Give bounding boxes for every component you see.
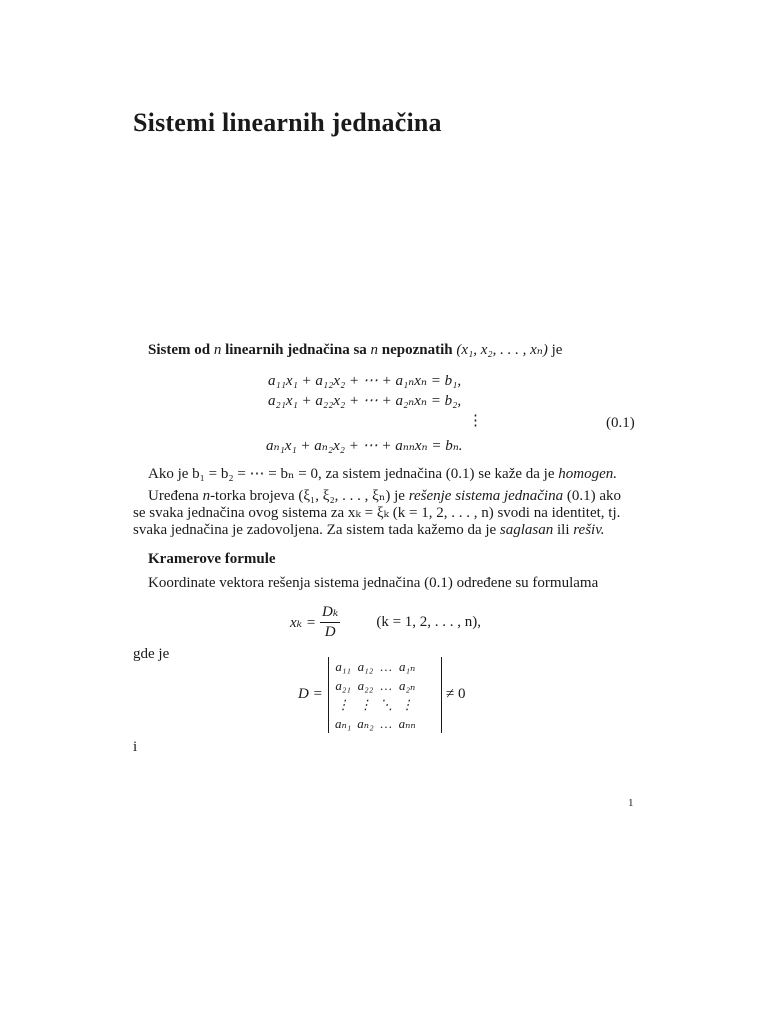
system-row-n: aₙ₁x₁ + aₙ₂x₂ + ⋯ + aₙₙxₙ = bₙ. — [266, 438, 463, 454]
intro-je: je — [551, 342, 563, 358]
det-cell: … — [380, 715, 392, 731]
cramer-range: (k = 1, 2, . . . , n), — [376, 614, 482, 630]
solution-text-c: (0.1) ako — [566, 488, 622, 504]
det-cell: aₙ₁ — [335, 715, 352, 731]
det-cell: aₙₙ — [398, 715, 416, 731]
cramer-formula — [290, 603, 481, 642]
det-cell: … — [380, 658, 392, 674]
det-cell: aₙ₂ — [357, 715, 374, 731]
determinant-rhs: ≠ 0 — [446, 686, 466, 702]
equation-label: (0.1) — [606, 415, 635, 431]
determinant-matrix — [328, 657, 442, 733]
solution-line3-ili: ili — [557, 522, 570, 538]
section-heading: Kramerove formule — [148, 551, 276, 567]
solution-term: rešenje sistema jednačina — [408, 488, 564, 504]
term-saglasan: saglasan — [499, 522, 554, 538]
cramer-numerator: Dₖ — [320, 603, 340, 623]
conjunction-i: i — [133, 739, 138, 755]
det-cell: a₁₁ — [335, 658, 351, 674]
solution-n: n — [202, 488, 211, 504]
intro-bold-3: nepoznatih — [381, 342, 453, 358]
system-vdots: ⋮ — [468, 413, 483, 429]
cramer-denominator: D — [324, 624, 336, 640]
determinant-lhs: D = — [298, 686, 323, 702]
paragraph-homogen — [148, 464, 617, 484]
page-number: 1 — [628, 797, 634, 809]
cramer-fraction — [320, 603, 340, 642]
paragraph-coordinates: Koordinate vektora rešenja sistema jednačina (0.1) određene su formulama — [148, 575, 599, 591]
det-cell: ⋱ — [379, 696, 393, 712]
homogen-text: Ako je b₁ = b₂ = ⋯ = bₙ = 0, za sistem jednačina (0.1) se kaže da je — [148, 466, 555, 482]
intro-tuple: (x₁, x₂, . . . , xₙ) — [456, 342, 548, 358]
system-row-1: a₁₁x₁ + a₁₂x₂ + ⋯ + a₁ₙxₙ = b₁, — [268, 373, 462, 389]
det-cell: ⋮ — [336, 696, 350, 712]
term-resiv: rešiv. — [573, 522, 605, 538]
intro-n-1: n — [213, 342, 222, 358]
det-cell: a₂₂ — [357, 677, 374, 693]
page-title: Sistemi linearnih jednačina — [133, 108, 442, 137]
paragraph-solution-line-3 — [133, 520, 605, 540]
cramer-lhs: xₖ = — [290, 615, 317, 631]
system-row-2: a₂₁x₁ + a₂₂x₂ + ⋯ + a₂ₙxₙ = b₂, — [268, 393, 462, 409]
gde-je: gde je — [133, 646, 170, 662]
det-cell: a₁₂ — [357, 658, 374, 674]
solution-line3-text: svaka jednačina je zadovoljena. Za sistem tada kažemo da je — [133, 522, 497, 538]
solution-text-a: Uređena — [148, 488, 199, 504]
intro-bold-1: Sistem od — [148, 342, 211, 358]
intro-bold-2: linearnih jednačina sa — [225, 342, 367, 358]
paragraph-solution-line-2: se svaka jednačina ovog sistema za xₖ = ξₖ (k = 1, 2, . . . , n) svodi na identitet, tj. — [133, 505, 621, 521]
homogen-term: homogen. — [558, 466, 618, 482]
solution-text-b: -torka brojeva (ξ₁, ξ₂, . . . , ξₙ) je — [210, 488, 405, 504]
det-cell: ⋮ — [358, 696, 372, 712]
intro-n-2: n — [370, 342, 379, 358]
det-cell: … — [380, 677, 392, 693]
det-cell: a₂₁ — [335, 677, 351, 693]
det-cell: a₂ₙ — [398, 677, 416, 693]
intro-line — [148, 340, 562, 360]
det-cell: a₁ₙ — [398, 658, 416, 674]
det-cell: ⋮ — [400, 696, 414, 712]
